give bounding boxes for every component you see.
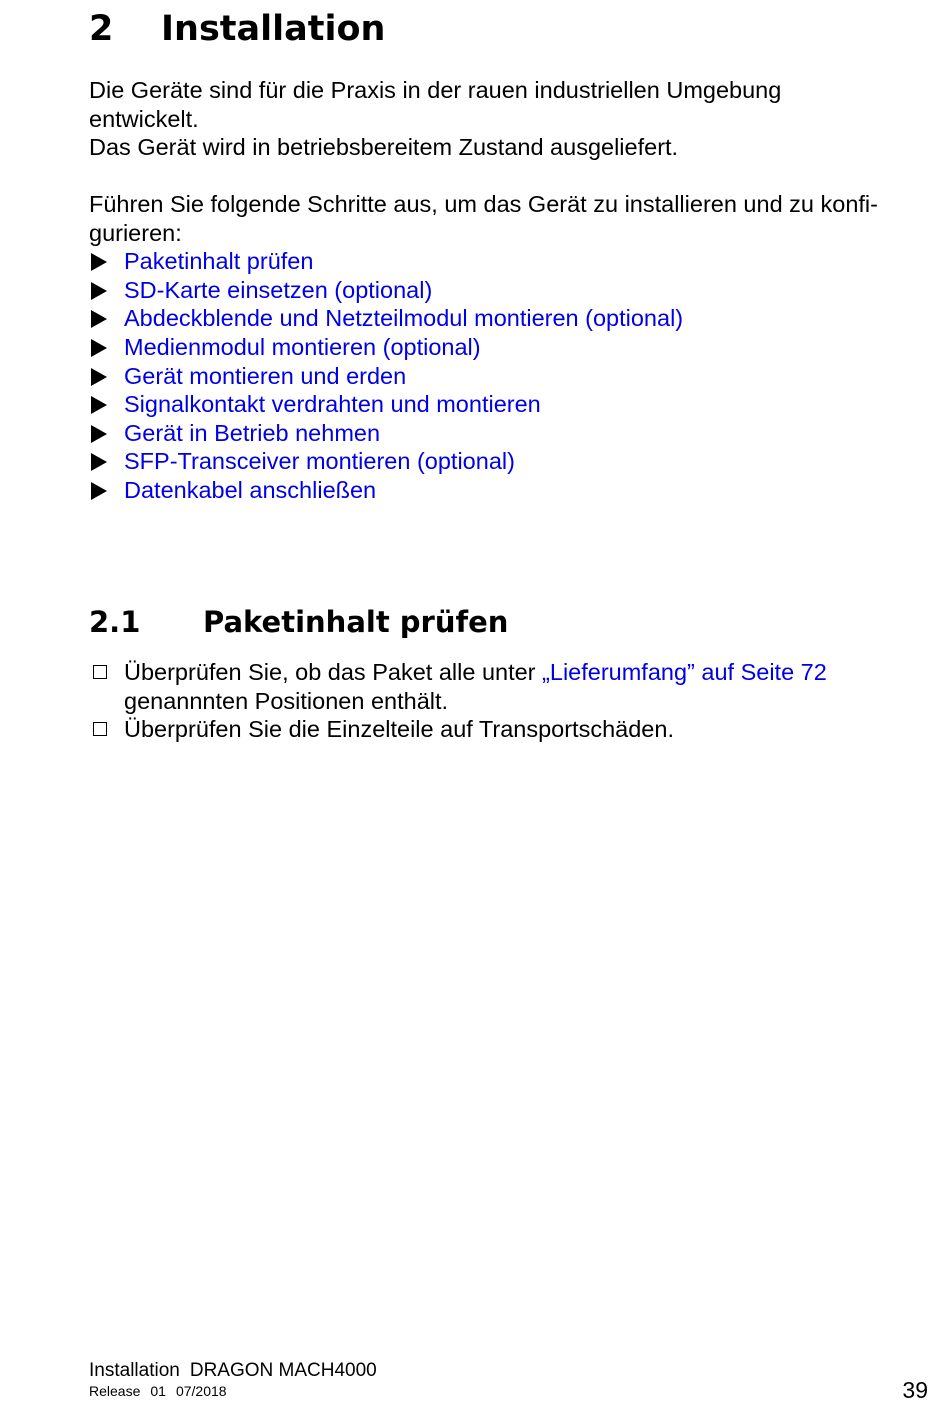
step-list bbox=[89, 247, 934, 504]
step-item bbox=[89, 276, 934, 305]
checklist-item-1-text-end: genannnten Positionen enthält. bbox=[124, 687, 449, 714]
step-item bbox=[89, 304, 934, 333]
step-item bbox=[89, 419, 934, 448]
page-number: 39 bbox=[902, 1377, 928, 1403]
checkbox-icon bbox=[93, 665, 107, 679]
step-item bbox=[89, 362, 934, 391]
triangle-bullet-icon bbox=[91, 396, 107, 414]
section-number: 2.1 bbox=[89, 605, 141, 639]
triangle-bullet-icon bbox=[91, 339, 107, 357]
checklist bbox=[89, 658, 919, 744]
triangle-bullet-icon bbox=[91, 310, 107, 328]
footer-release-date: 07/2018 bbox=[175, 1383, 227, 1399]
intro-text bbox=[89, 76, 869, 162]
step-item bbox=[89, 476, 934, 505]
section-title: Paketinhalt prüfen bbox=[203, 605, 509, 639]
triangle-bullet-icon bbox=[91, 425, 107, 443]
steps-lead-text: Führen Sie folgende Schritte aus, um das Gerät zu installieren und zu konfigurieren: bbox=[89, 191, 878, 246]
triangle-bullet-icon bbox=[91, 482, 107, 500]
chapter-title: Installation bbox=[161, 9, 386, 49]
triangle-bullet-icon bbox=[91, 368, 107, 386]
footer-release-info bbox=[89, 1383, 227, 1400]
step-link-inbetriebnahme[interactable]: Gerät in Betrieb nehmen bbox=[124, 419, 381, 446]
installation-steps bbox=[89, 190, 934, 505]
checklist-item bbox=[89, 715, 919, 744]
checklist-item-1-text-start: Überprüfen Sie, ob das Paket alle unter bbox=[124, 659, 543, 685]
lieferumfang-link[interactable]: „Lieferumfang” auf Seite 72 bbox=[542, 659, 827, 685]
step-link-signalkontakt[interactable]: Signalkontakt verdrahten und montieren bbox=[124, 391, 541, 418]
footer-chapter-name: Installation bbox=[89, 1360, 180, 1381]
step-link-paketinhalt[interactable]: Paketinhalt prüfen bbox=[124, 248, 314, 275]
step-link-sfp-transceiver[interactable]: SFP-Transceiver montieren (optional) bbox=[124, 448, 515, 475]
checklist-item-2-text: Überprüfen Sie die Einzelteile auf Transportschäden. bbox=[124, 716, 674, 743]
footer-document-title bbox=[89, 1360, 377, 1382]
step-item bbox=[89, 447, 934, 476]
chapter-heading bbox=[89, 8, 385, 50]
step-link-medienmodul[interactable]: Medienmodul montieren (optional) bbox=[124, 333, 481, 360]
footer-product-name: DRAGON MACH4000 bbox=[189, 1360, 377, 1381]
step-link-sd-karte[interactable]: SD-Karte einsetzen (optional) bbox=[124, 276, 433, 303]
intro-paragraph-2: Das Gerät wird in betriebsbereitem Zustand ausgeliefert. bbox=[89, 134, 679, 161]
chapter-number: 2 bbox=[89, 9, 114, 49]
step-link-abdeckblende[interactable]: Abdeckblende und Netzteilmodul montieren (optional) bbox=[124, 305, 684, 332]
triangle-bullet-icon bbox=[91, 282, 107, 300]
step-link-datenkabel[interactable]: Datenkabel anschließen bbox=[124, 476, 377, 503]
step-item bbox=[89, 390, 934, 419]
section-heading bbox=[89, 603, 508, 641]
triangle-bullet-icon bbox=[91, 253, 107, 271]
step-item bbox=[89, 247, 934, 276]
footer-release-number: 01 bbox=[150, 1383, 166, 1399]
triangle-bullet-icon bbox=[91, 453, 107, 471]
intro-paragraph-1: Die Geräte sind für die Praxis in der rauen industriellen Umgebung entwickelt. bbox=[89, 77, 782, 132]
checklist-item bbox=[89, 658, 919, 715]
footer-release-label: Release bbox=[89, 1383, 141, 1399]
checkbox-icon bbox=[93, 722, 107, 736]
step-link-geraet-montieren[interactable]: Gerät montieren und erden bbox=[124, 362, 407, 389]
step-item bbox=[89, 333, 934, 362]
